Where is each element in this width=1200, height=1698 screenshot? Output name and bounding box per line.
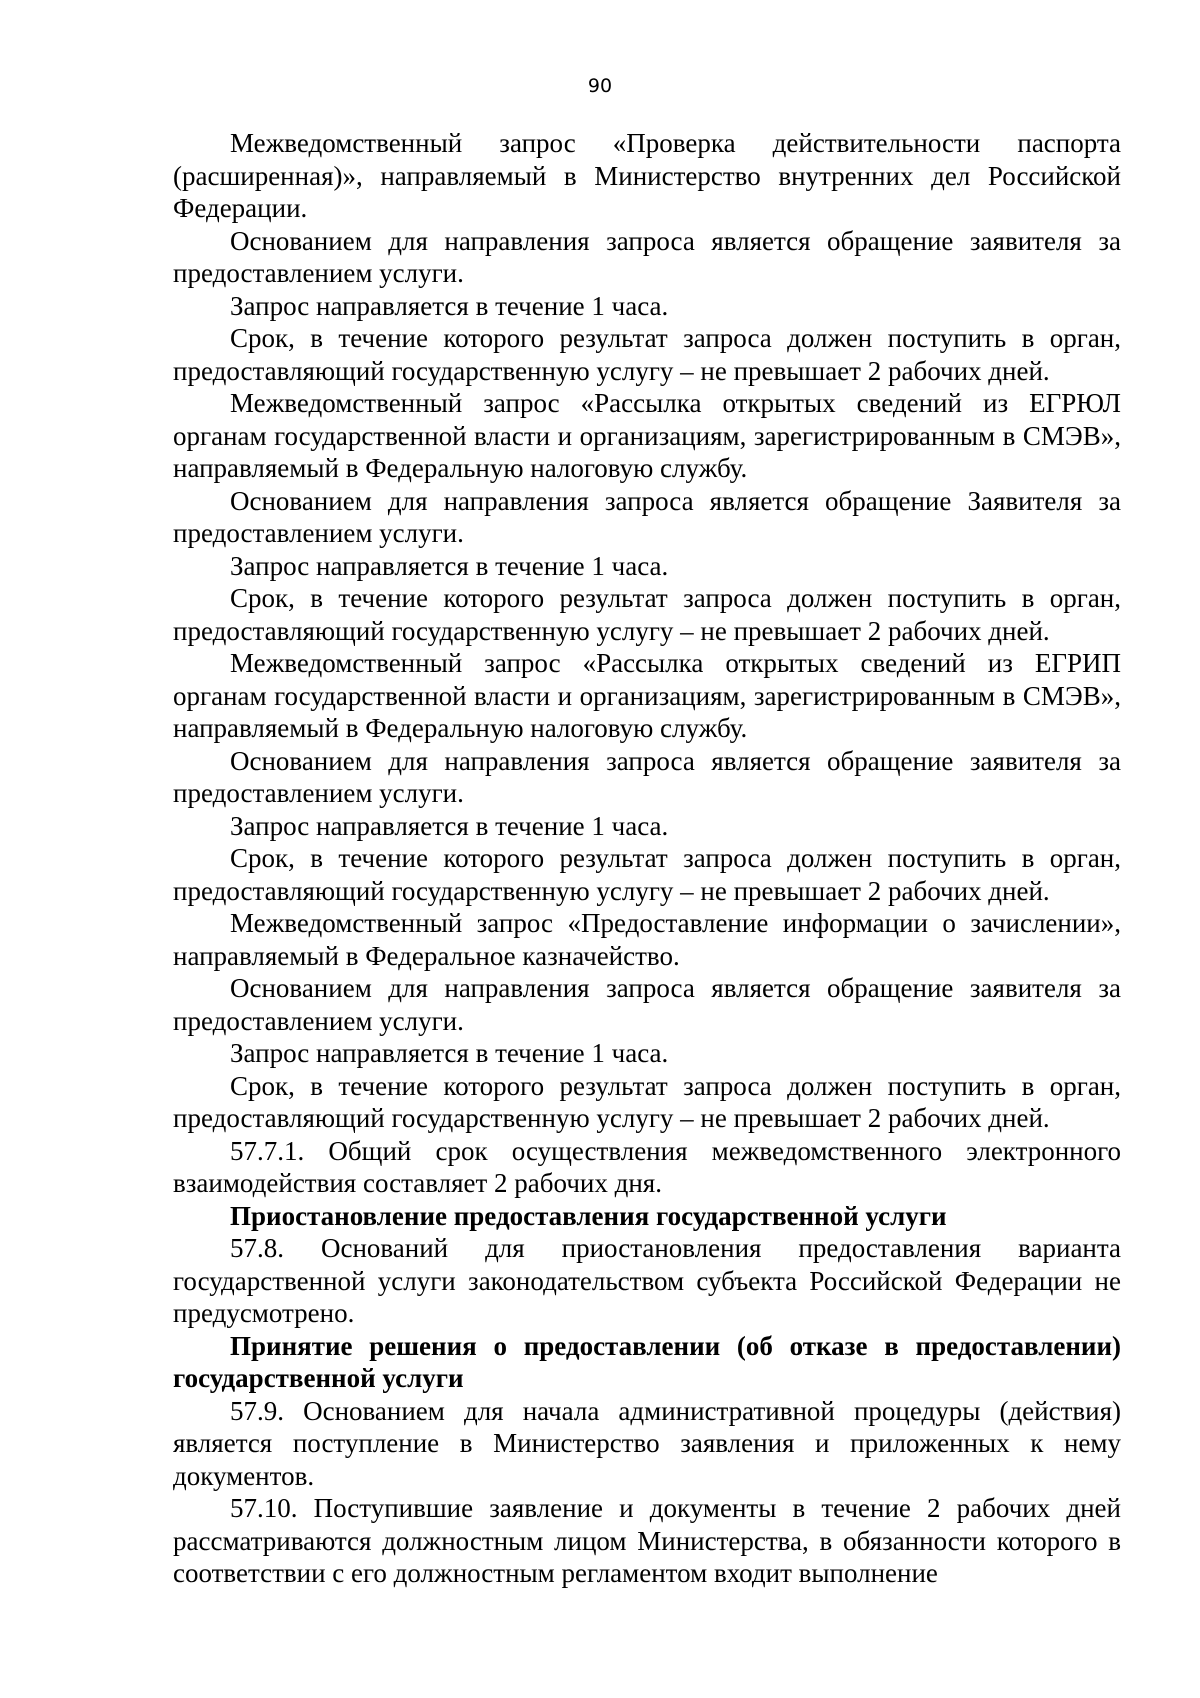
paragraph-57-7-1: 57.7.1. Общий срок осуществления межведомственного электронного взаимодействия составляет 2 рабочих дня.	[173, 1135, 1121, 1198]
paragraph-request-time: Запрос направляется в течение 1 часа.	[230, 1038, 669, 1068]
paragraph-request-treasury: Межведомственный запрос «Предоставление информации о зачислении», направляемый в Федеральное казначейство.	[173, 908, 1121, 971]
paragraph-57-10: 57.10. Поступившие заявление и документы в течение 2 рабочих дней рассматриваются должностным лицом Министерства, в обязанности которого в соответствии с его должностным регламентом входит выполнение	[173, 1493, 1121, 1588]
paragraph-basis: Основанием для направления запроса является обращение заявителя за предоставлением услуги.	[173, 745, 1121, 808]
paragraph-basis: Основанием для направления запроса является обращение Заявителя за предоставлением услуги.	[173, 485, 1121, 548]
paragraph-response-term: Срок, в течение которого результат запроса должен поступить в орган, предоставляющий государственную услугу – не превышает 2 рабочих дней.	[173, 583, 1121, 646]
paragraph-request-egrul: Межведомственный запрос «Рассылка открытых сведений из ЕГРЮЛ органам государственной власти и организациям, зарегистрированным в СМЭВ», направляемый в Федеральную налоговую службу.	[173, 388, 1121, 483]
heading-suspension: Приостановление предоставления государственной услуги	[230, 1200, 947, 1231]
paragraph-request-time: Запрос направляется в течение 1 часа.	[230, 810, 669, 841]
paragraph-57-9: 57.9. Основанием для начала административной процедуры (действия) является поступление в Министерство заявления и приложенных к нему документов.	[173, 1395, 1121, 1491]
paragraph-response-term: Срок, в течение которого результат запроса должен поступить в орган, предоставляющий государственную услугу – не превышает 2 рабочих дней.	[173, 1070, 1121, 1133]
document-body	[173, 127, 1121, 1590]
paragraph-57-8: 57.8. Оснований для приостановления предоставления варианта государственной услуги законодательством субъекта Российской Федерации не предусмотрено.	[173, 1233, 1121, 1328]
paragraph-request-passport: Межведомственный запрос «Проверка действительности паспорта (расширенная)», направляемый в Министерство внутренних дел Российской Федерации.	[173, 128, 1121, 223]
paragraph-request-time: Запрос направляется в течение 1 часа.	[230, 550, 669, 581]
paragraph-basis: Основанием для направления запроса является обращение заявителя за предоставлением услуги.	[173, 973, 1121, 1036]
page-number: 90	[587, 75, 613, 97]
paragraph-request-time: Запрос направляется в течение 1 часа.	[230, 290, 669, 321]
paragraph-request-egrip: Межведомственный запрос «Рассылка открытых сведений из ЕГРИП органам государственной власти и организациям, зарегистрированным в СМЭВ», направляемый в Федеральную налоговую службу.	[173, 648, 1121, 743]
heading-decision: Принятие решения о предоставлении (об отказе в предоставлении) государственной услуги	[173, 1330, 1121, 1393]
paragraph-response-term: Срок, в течение которого результат запроса должен поступить в орган, предоставляющий государственную услугу – не превышает 2 рабочих дней.	[173, 323, 1121, 386]
paragraph-basis: Основанием для направления запроса является обращение заявителя за предоставлением услуги.	[173, 225, 1121, 288]
paragraph-response-term: Срок, в течение которого результат запроса должен поступить в орган, предоставляющий государственную услугу – не превышает 2 рабочих дней.	[173, 843, 1121, 906]
